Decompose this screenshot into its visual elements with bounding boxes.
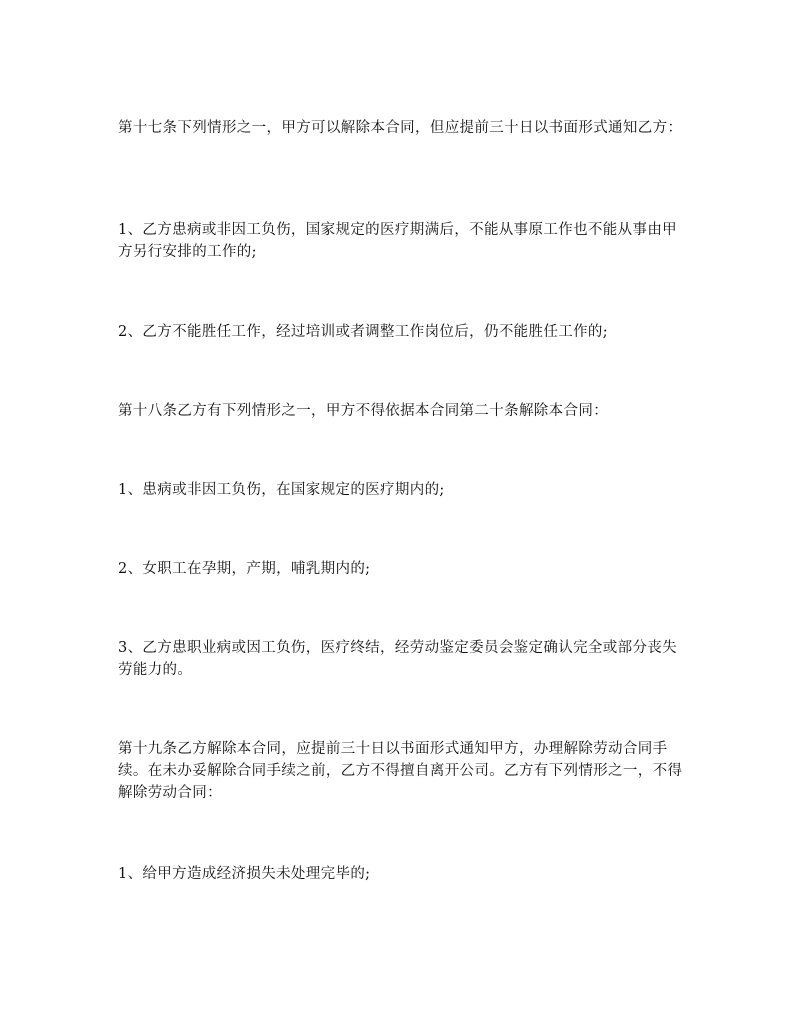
clause-18-item-3: 3、乙方患职业病或因工负伤，医疗终结，经劳动鉴定委员会鉴定确认完全或部分丧失劳能力的。 bbox=[118, 640, 678, 678]
clause-17-heading: 第十七条下列情形之一，甲方可以解除本合同，但应提前三十日以书面形式通知乙方： bbox=[118, 120, 683, 136]
clause-18-item-2: 2、女职工在孕期，产期，哺乳期内的; bbox=[118, 561, 371, 577]
clause-18-heading: 第十八条乙方有下列情形之一，甲方不得依据本合同第二十条解除本合同： bbox=[118, 403, 609, 419]
clause-18-item-1: 1、患病或非因工负伤，在国家规定的医疗期内的; bbox=[118, 482, 445, 498]
clause-19-heading: 第十九条乙方解除本合同，应提前三十日以书面形式通知甲方，办理解除劳动合同手续。在未办妥解除合同手续之前，乙方不得擅自离开公司。乙方有下列情形之一，不得解除劳动合同： bbox=[118, 741, 683, 801]
clause-17-item-1: 1、乙方患病或非因工负伤，国家规定的医疗期满后，不能从事原工作也不能从事由甲方另行安排的工作的; bbox=[118, 222, 678, 260]
clause-17-item-2: 2、乙方不能胜任工作，经过培训或者调整工作岗位后，仍不能胜任工作的; bbox=[118, 324, 609, 340]
clause-19-item-1: 1、给甲方造成经济损失未处理完毕的; bbox=[118, 866, 371, 882]
